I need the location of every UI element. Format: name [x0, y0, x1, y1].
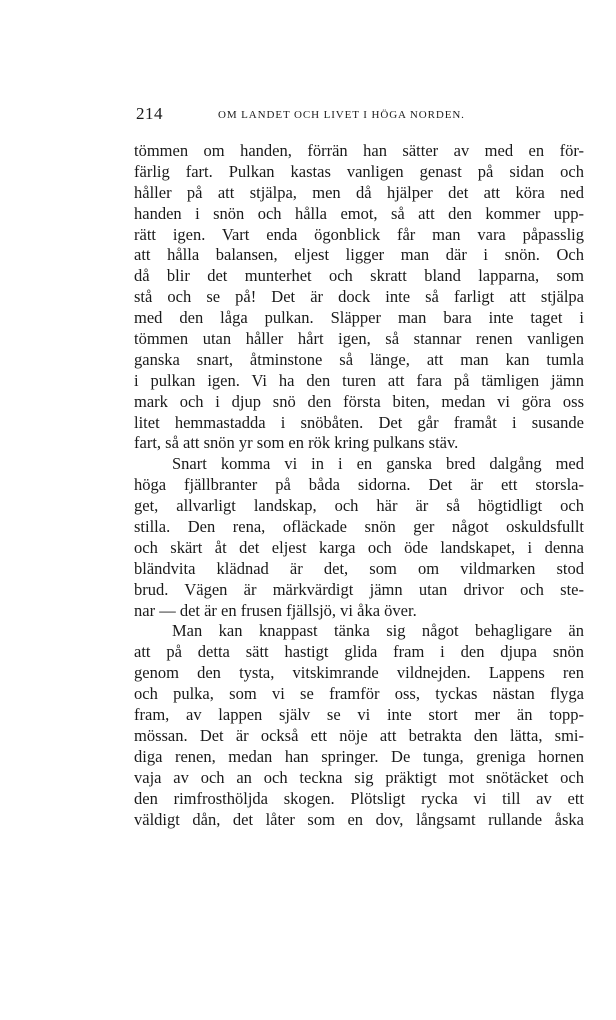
text-line: i pulkan igen. Vi ha den turen att fara på tämligen jämn — [134, 370, 584, 390]
text-line: väldigt dån, det låter som en dov, långsamt rullande åska — [134, 809, 584, 829]
text-line: och skärt åt det eljest karga och öde landskapet, i denna — [134, 537, 584, 557]
running-head: OM LANDET OCH LIVET I HÖGA NORDEN. — [218, 109, 465, 121]
page-header — [136, 104, 586, 126]
text-line: och pulka, som vi se framför oss, tyckas nästan flyga — [134, 684, 584, 704]
text-line: mark och i djup snö den första biten, medan vi göra oss — [134, 391, 584, 411]
text-line: bländvita klädnad är det, som om vildmarken stod — [134, 558, 584, 578]
body-text — [134, 141, 584, 830]
text-line: handen i snön och hålla emot, så att den kommer upp- — [134, 203, 584, 223]
text-line: håller på att stjälpa, men då hjälper det att köra ned — [134, 182, 584, 202]
text-line: diga renen, medan han springer. De tunga, greniga hornen — [134, 746, 584, 766]
text-line: ganska snart, åtminstone så länge, att man kan tumla — [134, 349, 584, 369]
text-line: get, allvarligt landskap, och här är så högtidligt och — [134, 496, 584, 516]
text-line: med den låga pulkan. Släpper man bara inte taget i — [134, 308, 584, 328]
text-line: tömmen utan håller hårt igen, så stannar renen vanligen — [134, 329, 584, 349]
text-line: tömmen om handen, förrän han sätter av med en för- — [134, 141, 584, 160]
text-line: litet hemmastadda i snöbåten. Det går framåt i susande — [134, 412, 584, 432]
text-line: Snart komma vi in i en ganska bred dalgång med — [172, 454, 584, 474]
text-line: nar — det är en frusen fjällsjö, vi åka över. — [134, 600, 417, 620]
text-line: fram, av lappen själv se vi inte stort mer än topp- — [134, 705, 584, 725]
text-line: genom den tysta, vitskimrande vildnejden. Lappens ren — [134, 663, 584, 683]
text-line: vaja av och an och teckna sig präktigt mot snötäcket och — [134, 767, 584, 787]
text-line: stilla. Den rena, ofläckade snön ger något oskuldsfullt — [134, 517, 584, 537]
text-line: då blir det munterhet och skratt bland lapparna, som — [134, 266, 584, 286]
text-line: Man kan knappast tänka sig något behagligare än — [172, 621, 584, 641]
text-line: mössan. Det är också ett nöje att betrakta den lätta, smi- — [134, 725, 584, 745]
text-line: stå och se på! Det är dock inte så farligt att stjälpa — [134, 287, 584, 307]
text-line: brud. Vägen är märkvärdigt jämn utan drivor och ste- — [134, 579, 584, 599]
text-line: rätt igen. Vart enda ögonblick får man vara påpasslig — [134, 224, 584, 244]
text-line: fart, så att snön yr som en rök kring pulkans stäv. — [134, 433, 459, 453]
text-line: att hålla balansen, eljest ligger man där i snön. Och — [134, 245, 584, 265]
page-number: 214 — [136, 104, 163, 123]
text-line: höga fjällbranter på båda sidorna. Det är ett storsla- — [134, 475, 584, 495]
text-line: färlig fart. Pulkan kastas vanligen genast på sidan och — [134, 161, 584, 181]
text-line: att på detta sätt hastigt glida fram i den djupa snön — [134, 642, 584, 662]
text-line: den rimfrosthöljda skogen. Plötsligt rycka vi till av ett — [134, 788, 584, 808]
